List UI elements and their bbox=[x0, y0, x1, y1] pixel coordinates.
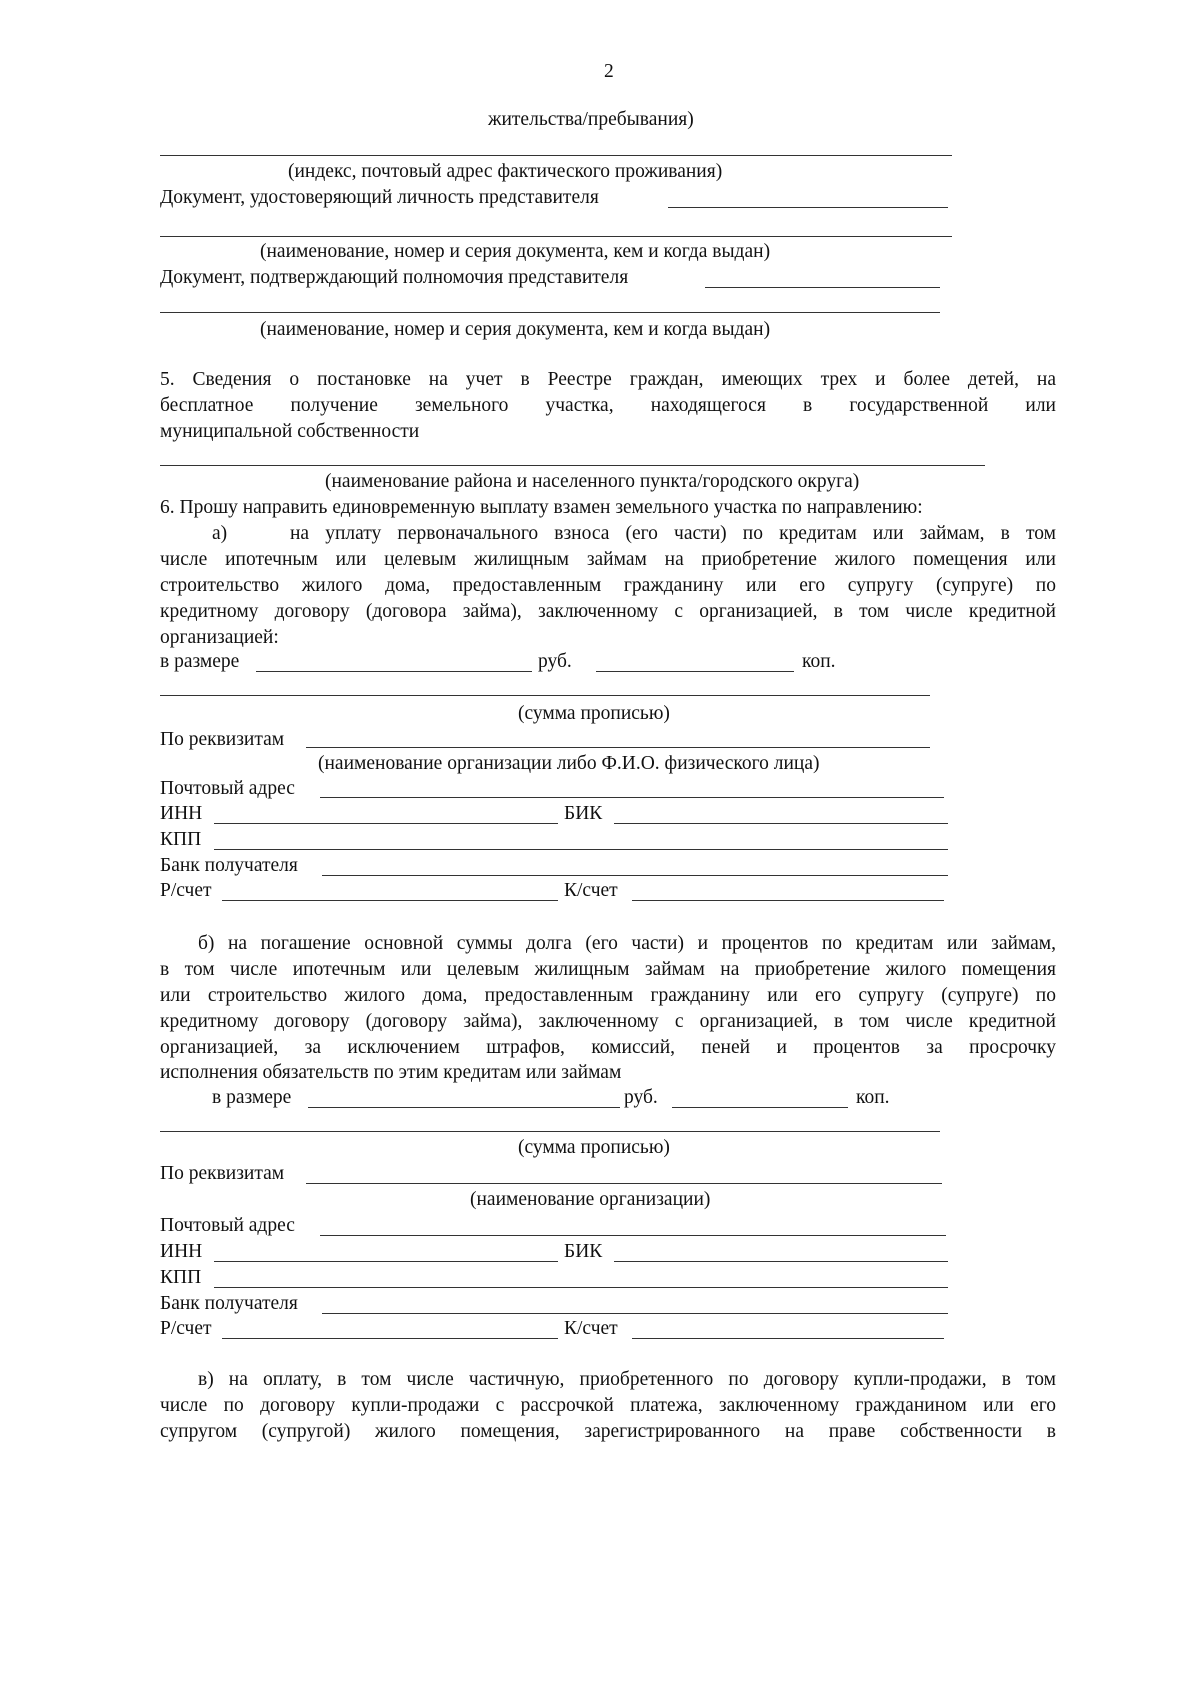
section6a-marker: а) bbox=[212, 523, 228, 544]
b-amount-rub-field[interactable] bbox=[308, 1107, 620, 1108]
section6b-line-6: исполнения обязательств по этим кредитам или займам bbox=[160, 1062, 622, 1083]
section6-intro: 6. Прошу направить единовременную выплату взамен земельного участка по направлению: bbox=[160, 497, 923, 518]
b-bik-field[interactable] bbox=[614, 1261, 948, 1262]
b-kop-label: коп. bbox=[856, 1087, 890, 1108]
b-kpp-label: КПП bbox=[160, 1267, 202, 1288]
b-inn-label: ИНН bbox=[160, 1241, 203, 1262]
b-amount-label: в размере bbox=[212, 1087, 292, 1108]
actual-address-field[interactable] bbox=[160, 155, 952, 156]
doc-caption-1: (наименование, номер и серия документа, кем и когда выдан) bbox=[260, 241, 771, 262]
b-postal-label: Почтовый адрес bbox=[160, 1215, 295, 1236]
section5-caption: (наименование района и населенного пункта/городского округа) bbox=[325, 471, 860, 492]
a-bank-field[interactable] bbox=[322, 875, 948, 876]
a-inn-label: ИНН bbox=[160, 803, 203, 824]
section5-district-field[interactable] bbox=[160, 465, 985, 466]
rep-authority-doc-field[interactable] bbox=[705, 287, 940, 288]
b-account-field[interactable] bbox=[222, 1338, 558, 1339]
a-kop-label: коп. bbox=[802, 651, 836, 672]
a-inn-field[interactable] bbox=[214, 823, 558, 824]
section6a-line-2: числе ипотечным или целевым жилищным займам на приобретение жилого помещения или bbox=[160, 549, 1056, 570]
doc-caption-2: (наименование, номер и серия документа, кем и когда выдан) bbox=[260, 319, 771, 340]
section6b-line-2: в том числе ипотечным или целевым жилищным займам на приобретение жилого помещения bbox=[160, 959, 1056, 980]
rep-id-doc-field-2[interactable] bbox=[160, 236, 952, 237]
section6b-line-4: кредитному договору (договору займа), заключенному с организацией, в том числе кредитной bbox=[160, 1011, 1056, 1032]
rep-authority-doc-field-2[interactable] bbox=[160, 312, 940, 313]
a-amount-label: в размере bbox=[160, 651, 240, 672]
section6b-line-5: организацией, за исключением штрафов, комиссий, пеней и процентов за просрочку bbox=[160, 1037, 1056, 1058]
a-postal-label: Почтовый адрес bbox=[160, 778, 295, 799]
rep-id-doc-label: Документ, удостоверяющий личность представителя bbox=[160, 187, 599, 208]
section6a-line-1: на уплату первоначального взноса (его части) по кредитам или займам, в том bbox=[290, 523, 1056, 544]
a-amount-words-field[interactable] bbox=[160, 695, 930, 696]
b-inn-field[interactable] bbox=[214, 1261, 558, 1262]
section6b-line-1: б) на погашение основной суммы долга (его части) и процентов по кредитам или займам, bbox=[198, 933, 1056, 954]
a-kpp-label: КПП bbox=[160, 829, 202, 850]
section6c-line-2: числе по договору купли-продажи с рассрочкой платежа, заключенному гражданином или его bbox=[160, 1395, 1056, 1416]
a-requisites-label: По реквизитам bbox=[160, 729, 285, 750]
section5-line-1: 5. Сведения о постановке на учет в Реестре граждан, имеющих трех и более детей, на bbox=[160, 369, 1056, 390]
b-requisites-label: По реквизитам bbox=[160, 1163, 285, 1184]
section6c-line-1: в) на оплату, в том числе частичную, приобретенного по договору купли-продажи, в том bbox=[198, 1369, 1056, 1390]
b-requisites-caption: (наименование организации) bbox=[470, 1189, 711, 1210]
b-bik-label: БИК bbox=[564, 1241, 603, 1262]
section5-line-2: бесплатное получение земельного участка, находящегося в государственной или bbox=[160, 395, 1056, 416]
section6a-line-5: организацией: bbox=[160, 627, 279, 648]
b-amount-kop-field[interactable] bbox=[672, 1107, 848, 1108]
b-amount-words-field[interactable] bbox=[160, 1131, 940, 1132]
b-bank-label: Банк получателя bbox=[160, 1293, 298, 1314]
a-corr-label: К/счет bbox=[564, 880, 618, 901]
b-kpp-field[interactable] bbox=[214, 1287, 948, 1288]
a-corr-field[interactable] bbox=[632, 900, 944, 901]
a-kpp-field[interactable] bbox=[214, 849, 948, 850]
b-postal-field[interactable] bbox=[320, 1235, 946, 1236]
a-amount-rub-field[interactable] bbox=[256, 671, 532, 672]
a-account-label: Р/счет bbox=[160, 880, 212, 901]
actual-address-caption: (индекс, почтовый адрес фактического проживания) bbox=[288, 161, 723, 182]
section6a-line-3: строительство жилого дома, предоставленным гражданину или его супругу (супруге) по bbox=[160, 575, 1056, 596]
a-postal-field[interactable] bbox=[320, 797, 944, 798]
residence-tail-text: жительства/пребывания) bbox=[488, 109, 694, 130]
a-amount-kop-field[interactable] bbox=[596, 671, 794, 672]
a-account-field[interactable] bbox=[222, 900, 558, 901]
b-rub-label: руб. bbox=[624, 1087, 658, 1108]
section5-line-3: муниципальной собственности bbox=[160, 421, 420, 442]
a-requisites-field[interactable] bbox=[306, 747, 930, 748]
b-corr-field[interactable] bbox=[632, 1338, 944, 1339]
a-amount-words-caption: (сумма прописью) bbox=[518, 703, 670, 724]
b-account-label: Р/счет bbox=[160, 1318, 212, 1339]
page-number: 2 bbox=[604, 61, 614, 82]
b-amount-words-caption: (сумма прописью) bbox=[518, 1137, 670, 1158]
b-requisites-field[interactable] bbox=[306, 1183, 942, 1184]
rep-id-doc-field[interactable] bbox=[668, 207, 948, 208]
a-bank-label: Банк получателя bbox=[160, 855, 298, 876]
a-rub-label: руб. bbox=[538, 651, 572, 672]
a-bik-field[interactable] bbox=[614, 823, 948, 824]
a-bik-label: БИК bbox=[564, 803, 603, 824]
section6c-line-3: супругом (супругой) жилого помещения, зарегистрированного на праве собственности в bbox=[160, 1421, 1056, 1442]
a-requisites-caption: (наименование организации либо Ф.И.О. физического лица) bbox=[318, 753, 820, 774]
b-corr-label: К/счет bbox=[564, 1318, 618, 1339]
section6b-line-3: или строительство жилого дома, предоставленным гражданину или его супругу (супруге) по bbox=[160, 985, 1056, 1006]
rep-authority-doc-label: Документ, подтверждающий полномочия представителя bbox=[160, 267, 629, 288]
section6a-line-4: кредитному договору (договора займа), заключенному с организацией, в том числе кредитной bbox=[160, 601, 1056, 622]
b-bank-field[interactable] bbox=[322, 1313, 948, 1314]
